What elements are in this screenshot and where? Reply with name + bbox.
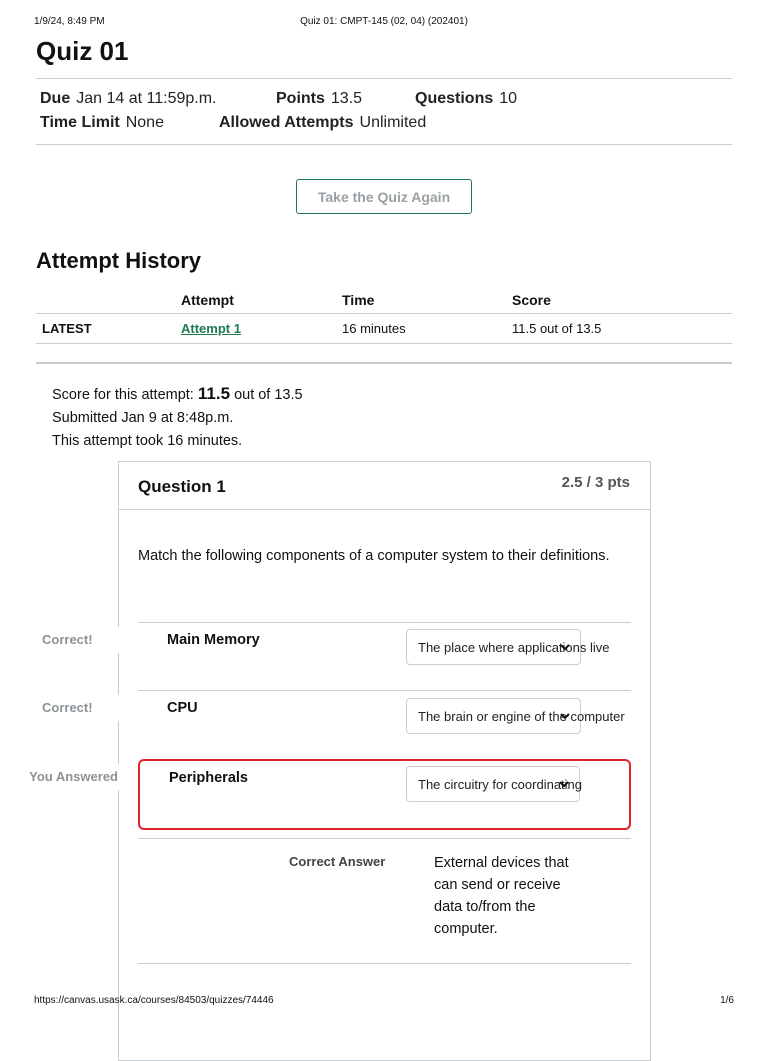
you-answered-note: You Answered <box>29 769 118 784</box>
attempt-link[interactable]: Attempt 1 <box>181 320 241 336</box>
table-header-row <box>36 287 732 313</box>
question-text: Match the following components of a computer system to their definitions. <box>138 548 610 564</box>
question-title: Question 1 <box>138 477 226 496</box>
chevron-down-icon <box>559 710 571 722</box>
correct-answer-label: Correct Answer <box>289 854 386 869</box>
latest-tag: LATEST <box>36 313 181 343</box>
submitted-line: Submitted Jan 9 at 8:48p.m. <box>52 410 234 426</box>
correct-note: Correct! <box>42 700 93 715</box>
question-header <box>119 462 650 510</box>
score-prefix: Score for this attempt: <box>52 387 194 403</box>
allowed-attempts-field <box>219 114 426 132</box>
divider <box>36 144 732 145</box>
selected-value: The circuitry for coordinating <box>418 776 583 792</box>
selected-value: The brain or engine of the computer <box>418 708 625 724</box>
points-value: 13.5 <box>330 90 363 107</box>
score-value: 11.5 <box>197 384 231 403</box>
time-limit-value: None <box>125 114 164 131</box>
table-row <box>36 313 732 343</box>
attempt-history-heading: Attempt History <box>36 248 202 273</box>
divider <box>138 838 631 839</box>
column-header-time: Time <box>342 287 512 313</box>
match-select-peripherals[interactable] <box>406 766 583 802</box>
attempt-summary <box>52 382 303 453</box>
question-points: 2.5 / 3 pts <box>561 474 630 491</box>
print-doc-title: Quiz 01: CMPT-145 (02, 04) (202401) <box>300 16 468 27</box>
duration-line: This attempt took 16 minutes. <box>52 433 243 449</box>
selected-value: The place where applications live <box>418 639 610 655</box>
column-header-tag <box>36 287 181 313</box>
note-backdrop <box>100 627 124 653</box>
points-label: Points <box>276 90 325 107</box>
column-header-score: Score <box>512 287 732 313</box>
match-term-cpu: CPU <box>167 700 198 716</box>
note-backdrop <box>100 695 124 721</box>
correct-note: Correct! <box>42 632 93 647</box>
time-limit-label: Time Limit <box>40 114 120 131</box>
print-url: https://canvas.usask.ca/courses/84503/quizzes/74446 <box>34 995 274 1006</box>
attempt-score: 11.5 out of 13.5 <box>512 313 732 343</box>
divider <box>138 690 631 691</box>
divider <box>138 622 631 623</box>
divider <box>36 362 732 364</box>
chevron-down-icon <box>558 778 570 790</box>
score-suffix: out of 13.5 <box>234 387 303 403</box>
print-page-number: 1/6 <box>720 995 734 1006</box>
take-quiz-again-button[interactable]: Take the Quiz Again <box>296 179 472 214</box>
attempt-history-table <box>36 287 732 344</box>
due-field <box>40 90 216 108</box>
score-line <box>52 382 303 407</box>
correct-answer-text: External devices that can send or receive data to/from the computer. <box>434 855 569 937</box>
divider <box>138 963 631 964</box>
attempt-time: 16 minutes <box>342 313 512 343</box>
questions-field <box>415 90 517 108</box>
questions-value: 10 <box>499 90 518 107</box>
questions-label: Questions <box>415 90 494 107</box>
print-timestamp: 1/9/24, 8:49 PM <box>34 16 105 27</box>
divider <box>36 78 732 79</box>
quiz-meta-row-2 <box>40 114 640 134</box>
time-limit-field <box>40 114 164 132</box>
match-term-peripherals: Peripherals <box>169 770 248 786</box>
print-footer <box>34 995 734 1009</box>
allowed-attempts-label: Allowed Attempts <box>219 114 354 131</box>
column-header-attempt: Attempt <box>181 287 342 313</box>
page-title: Quiz 01 <box>36 36 129 66</box>
allowed-attempts-value: Unlimited <box>359 114 427 131</box>
match-select-main-memory[interactable] <box>406 629 610 665</box>
print-header <box>34 16 734 30</box>
due-value: Jan 14 at 11:59p.m. <box>76 90 217 107</box>
quiz-meta-row-1 <box>40 90 640 110</box>
due-label: Due <box>40 90 71 107</box>
match-term-main-memory: Main Memory <box>167 632 260 648</box>
chevron-down-icon <box>559 641 571 653</box>
points-field <box>276 90 362 108</box>
match-select-cpu[interactable] <box>406 698 625 734</box>
